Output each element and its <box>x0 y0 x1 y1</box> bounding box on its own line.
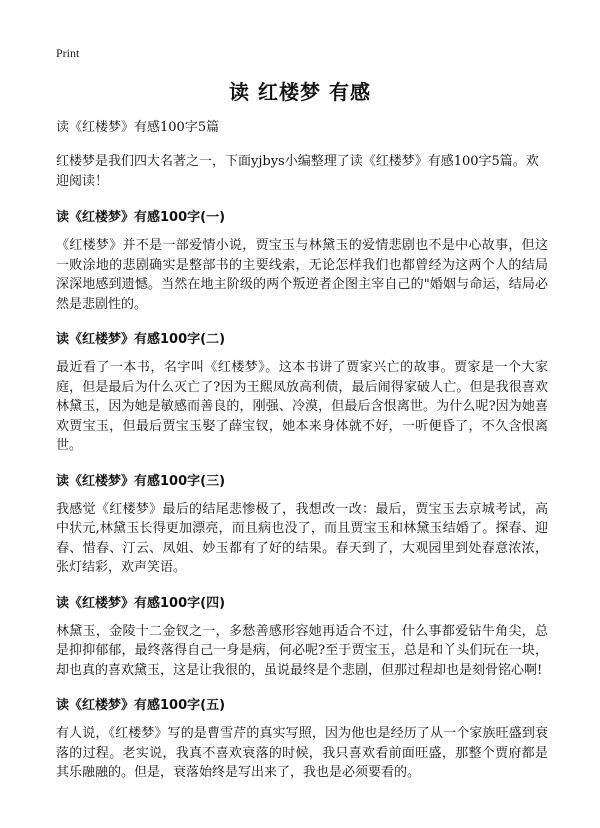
document-content <box>56 118 548 799</box>
section-4 <box>56 594 548 681</box>
section-body: 有人说，《红楼梦》写的是曹雪芹的真实写照，因为他也是经历了从一个家族旺盛到衰落的过程。老实说，我真不喜欢衰落的时候，我只喜欢看前面旺盛，那整个贾府都是其乐融融的。但是，衰落始终是写出来了，我也是必须要看的。 <box>56 726 548 780</box>
print-link[interactable]: Print <box>56 46 80 60</box>
page-title: 读 红楼梦 有感 <box>229 80 371 104</box>
section-body: 最近看了一本书，名字叫《红楼梦》。这本书讲了贾家兴亡的故事。贾家是一个大家庭，但是最后为什么灭亡了?因为王熙凤放高利债，最后闹得家破人亡。但是我很喜欢林黛玉，因为她是敏感而善良的，刚强、冷漠，但最后含恨离世。为什么呢?因为她喜欢贾宝玉，但最后贾宝玉娶了薛宝钗，她本来身体就不好，一听便昏了，不久含恨离世。 <box>56 360 548 453</box>
section-body: 《红楼梦》并不是一部爱情小说，贾宝玉与林黛玉的爱情悲剧也不是中心故事，但这一败涂地的悲剧确实是整部书的主要线索，无论怎样我们也都曾经为这两个人的结局深深地感到遗憾。当然在地主阶级的两个叛逆者企图主宰自己的"婚姻与命运，结局必然是悲剧性的。 <box>56 238 548 312</box>
section-5 <box>56 696 548 783</box>
section-body: 我感觉《红楼梦》最后的结尾悲惨极了，我想改一改：最后，贾宝玉去京城考试，高中状元,林黛玉长得更加漂亮，而且病也没了，而且贾宝玉和林黛玉结婚了。探春、迎春、惜春、汀云、凤姐、妙玉都有了好的结果。春天到了，大观园里到处春意浓浓，张灯结彩，欢声笑语。 <box>56 501 548 575</box>
document-intro: 红楼梦是我们四大名著之一，下面yjbys小编整理了读《红楼梦》有感100字5篇。欢迎阅读！ <box>56 154 539 189</box>
section-heading: 读《红楼梦》有感100字(一) <box>56 210 226 225</box>
section-heading: 读《红楼梦》有感100字(二) <box>56 332 226 347</box>
section-2 <box>56 330 548 456</box>
section-heading: 读《红楼梦》有感100字(三) <box>56 473 226 489</box>
document-subtitle: 读《红楼梦》有感100字5篇 <box>56 120 220 135</box>
section-heading: 读《红楼梦》有感100字(四) <box>56 595 226 611</box>
section-heading: 读《红楼梦》有感100字(五) <box>56 698 226 713</box>
section-body: 林黛玉，金陵十二金钗之一，多愁善感形容她再适合不过，什么事都爱钻牛角尖，总是抑抑郁郁，最终落得自己一身是病，何必呢?至于贾宝玉，总是和丫头们玩在一块，却也真的喜欢黛玉，这是让我很的，虽说最终是个悲剧，但那过程却也是刻骨铭心啊! <box>56 623 548 678</box>
section-3 <box>56 472 548 578</box>
section-1 <box>56 208 548 314</box>
